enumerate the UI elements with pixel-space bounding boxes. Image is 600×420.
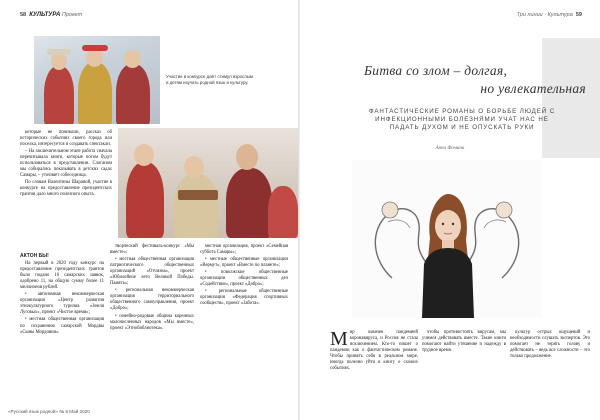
right-column-2: [422, 330, 506, 396]
author-byline: Анна Фомина: [435, 146, 465, 151]
sidebar-heading: АКТОН БЫ!: [20, 253, 49, 259]
article-lead: ФАНТАСТИЧЕСКИЕ РОМАНЫ О БОРЬБЕ ЛЮДЕЙ С ИНФЕКЦИОННЫМИ БОЛЕЗНЯМИ УЧАТ НАС НЕ ПАДАТЬ ДУХОМ И НЕ ОПУСКАТЬ РУКИ: [368, 108, 556, 132]
paragraph: которые не понимали, рассказ об исторических событиях своего города или поселка, интересуется и создавать спектакли.: [20, 130, 112, 148]
paragraph: По словам Валентины Шаровой, участие в конкурсе на предоставление президентских грантов дало много полезного опыта.: [20, 180, 112, 198]
paragraph: • поволжские общественные организации общественных дел «Содействие», проект «Добро»;: [200, 270, 288, 288]
title-line-2: но увлекательная: [480, 81, 586, 96]
left-page-number: 58: [20, 12, 27, 18]
paragraph: – На заключительном этапе работа сначала перечитывала книги, которые потом будут использоваться в представлении. Слоганом мы собирались показывать в детских садах Самары, – уточняет собеседница.: [20, 149, 112, 179]
right-column-3: [510, 330, 590, 396]
paragraph: ир охвачен пандемией коронавируса, и Россия не стала исключением. Кто-то пишет о пандемии как о фантастическом романе. Чтобы принять себя в реальном мире, иногда полезно уйти в книгу о схожих событиях.: [330, 330, 418, 372]
left-column-4: [200, 244, 288, 384]
paragraph: чтобы противостоять вирусам, мы учимся действовать вместе. Такие книги помогают найти утешение и надежду в трудное время.: [422, 330, 506, 354]
paragraph: • автономная некоммерческая организация «Центр развития этнокультурного туризма «Земля Луговых», проект «Чистое время»;: [20, 292, 104, 316]
footer-issue-info: «Русский язык родной» № 5 Май 2020: [8, 409, 90, 414]
paragraph: • местная общественная организация по сохранению самарской Мордвы «Сыны Мордовии».: [20, 317, 104, 335]
children-folk-costume-photo: [34, 36, 160, 124]
left-page: [0, 0, 298, 420]
left-rubric: КУЛЬТУРА: [29, 12, 61, 18]
paragraph: • местная общественная организация патриотического общественных организаций «Отчизна», проект «Юбилейное лето Великой Победы. Память»;: [110, 257, 194, 287]
paragraph: На первый в 2020 году конкурс на предоставление президентских грантов было подано 16 самарских заявок, одобрено 11, на общую сумму более 11 миллионов рублей.: [20, 261, 104, 291]
drop-cap: М: [330, 328, 348, 350]
paragraph: • семейно-родовые община коренных малочисленных народов «Мы вместе», проект «Этнобиблиотека».: [110, 313, 194, 331]
left-header: [20, 12, 290, 18]
right-column-1: [330, 330, 418, 396]
performers-photo: [118, 128, 298, 238]
paragraph: • региональная некоммерческая организация территориального общественного самоуправления, проект «Добро»;: [110, 288, 194, 312]
paragraph: • местные общественные организации «Вермут», проект «Вместе по планете»;: [200, 257, 288, 269]
right-header: [517, 12, 582, 18]
paragraph: творческий фестиваль-конкурс «Мы вместе»;: [110, 244, 194, 256]
left-column-2: [20, 250, 104, 382]
right-rubric: Три линии · Культура: [516, 12, 573, 18]
paragraph: • региональные общественные организации «Федерация спортивных сообществ», проект «Забота».: [200, 289, 288, 307]
left-subrubric: Проект: [61, 12, 83, 18]
title-line-1: Битва со злом – долгая,: [364, 63, 508, 78]
photo-caption: Участие в конкурсе даёт стимул взрослым и детям изучать родной язык и культуру.: [166, 74, 254, 85]
woman-illustration: [352, 160, 542, 318]
paragraph: местная организация, проект «Семейная суббота Самары»;: [200, 244, 288, 256]
left-column-3: [110, 244, 194, 384]
right-page-number: 59: [575, 12, 582, 18]
woman-flexing-photo: [352, 160, 542, 318]
paragraph: культур острых ощущений и необходимости слушать экспертов. Это помогает не терять голову и действовать – ведь все сложности – это только продолжение.: [510, 330, 590, 360]
